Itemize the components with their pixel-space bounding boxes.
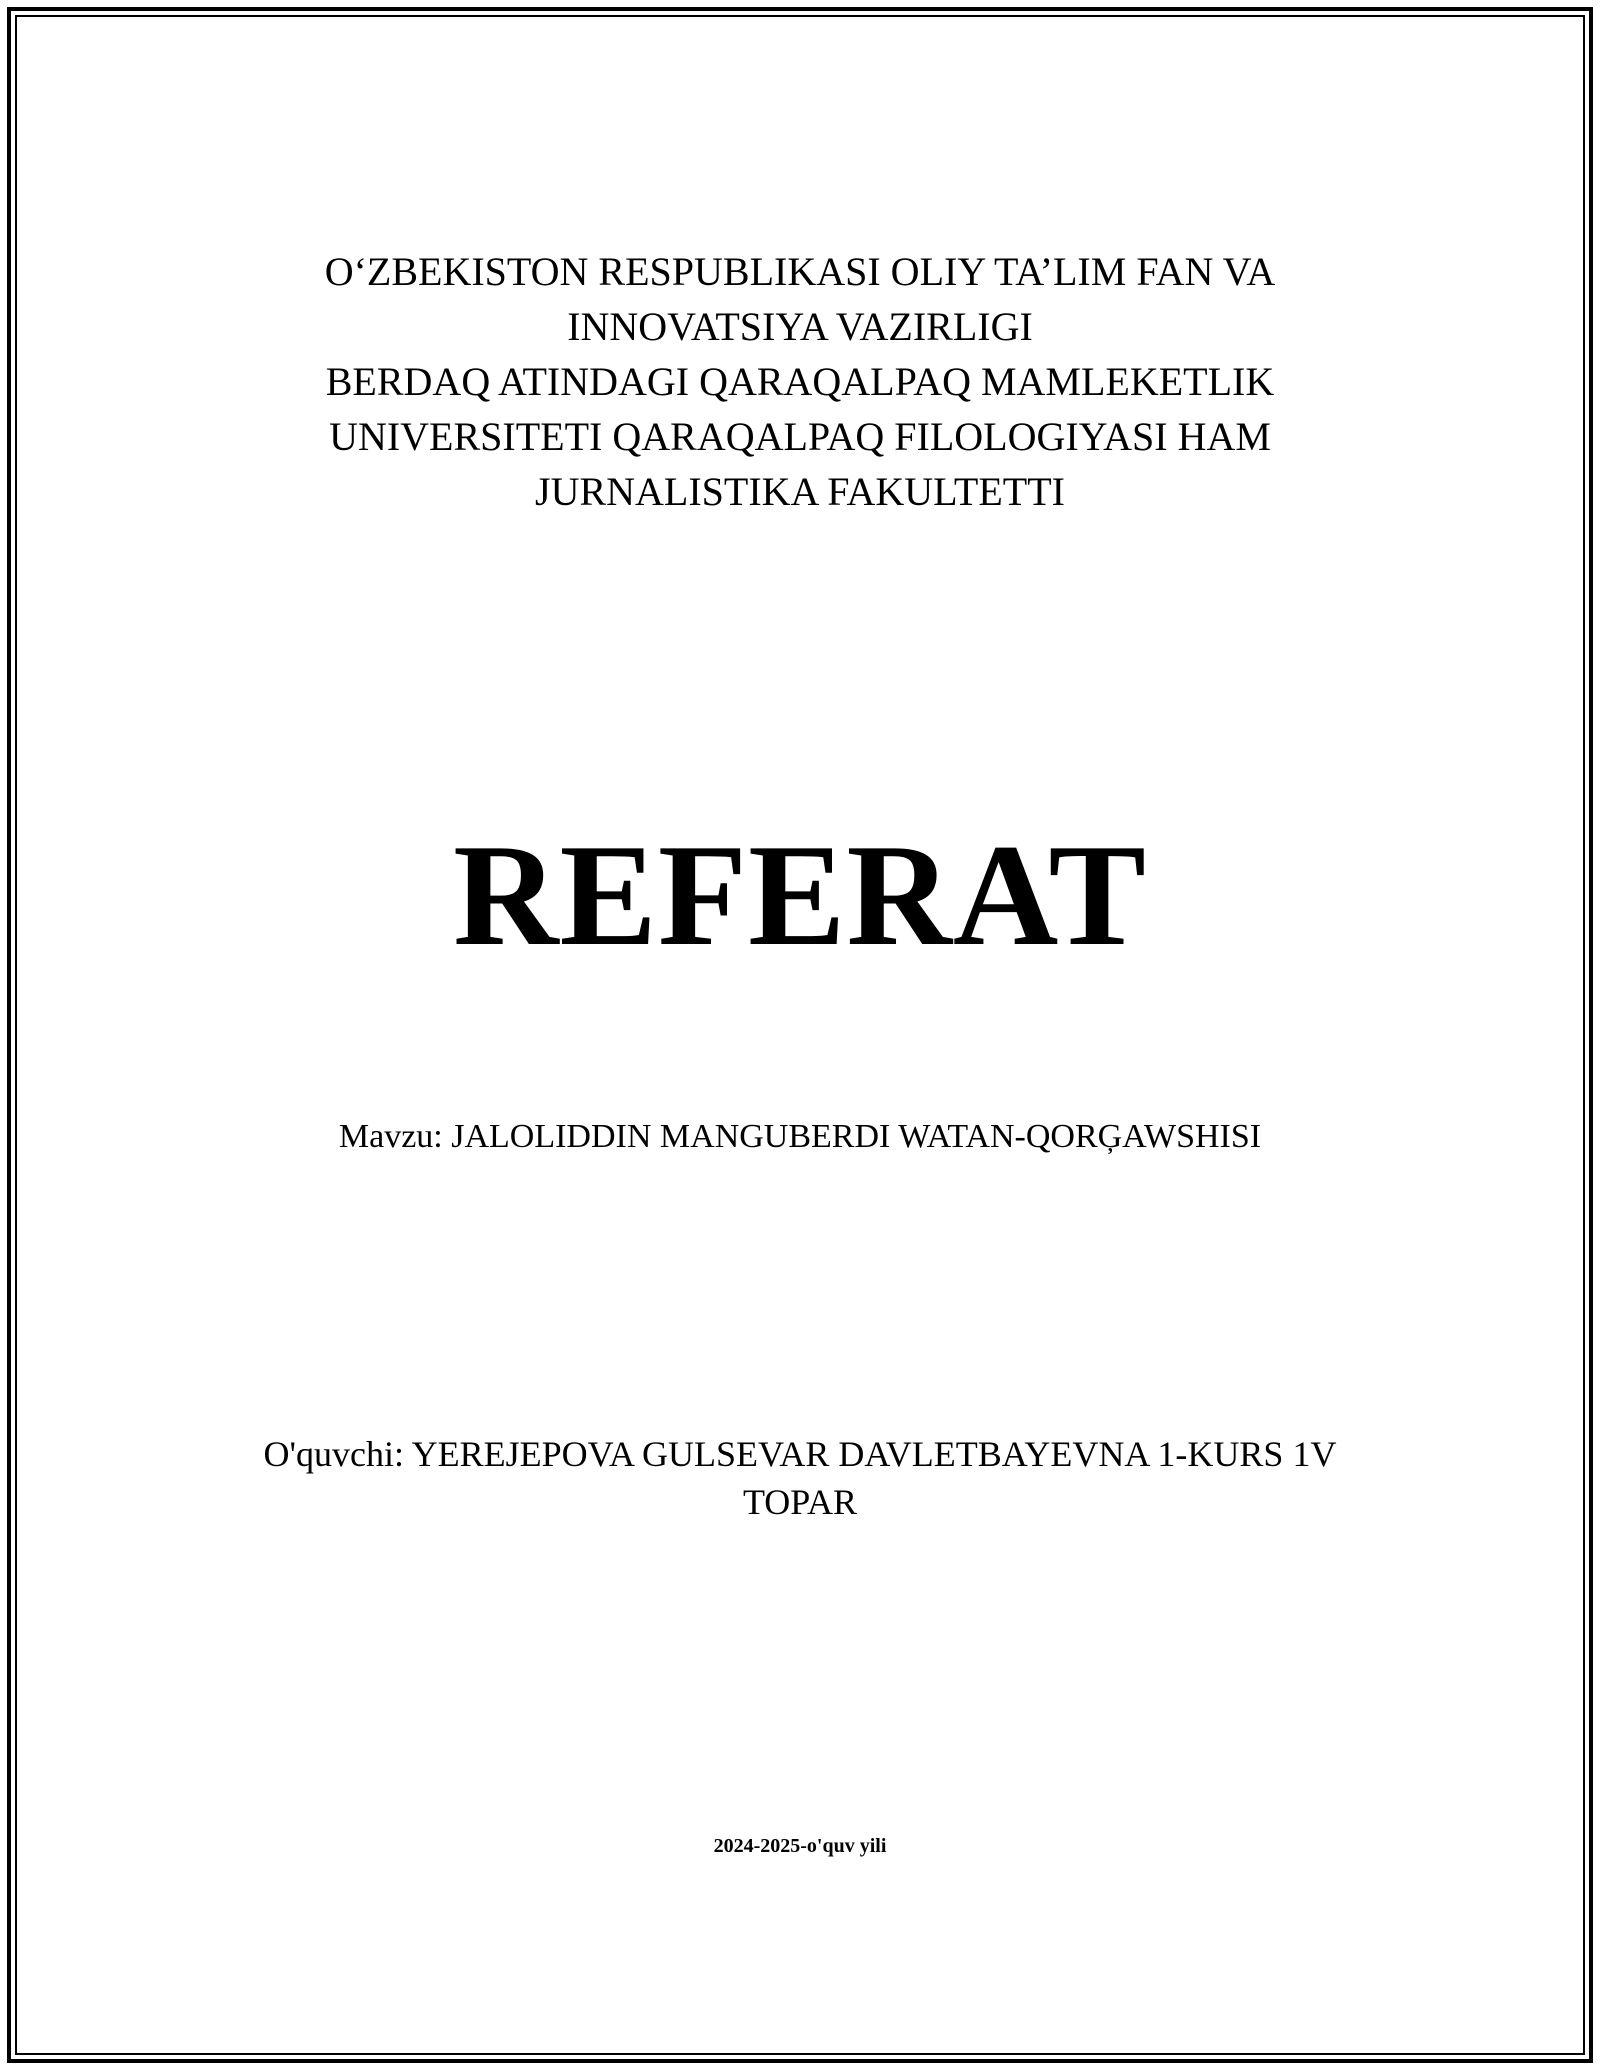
institution-line: O‘ZBEKISTON RESPUBLIKASI OLIY TA’LIM FAN VA xyxy=(324,249,1276,294)
institution-header xyxy=(200,244,1400,519)
academic-year: 2024-2025-o'quv yili xyxy=(713,1835,887,1857)
student-info xyxy=(200,1430,1400,1526)
student-line: TOPAR xyxy=(742,1482,858,1522)
institution-line: BERDAQ ATINDAGI QARAQALPAQ MAMLEKETLIK xyxy=(325,359,1275,404)
student-line: O'quvchi: YEREJEPOVA GULSEVAR DAVLETBAYEVNA 1-KURS 1V xyxy=(263,1434,1337,1474)
topic-line: Mavzu: JALOLIDDIN MANGUBERDI WATAN-QORĢAWSHISI xyxy=(338,1118,1262,1155)
institution-line: INNOVATSIYA VAZIRLIGI xyxy=(567,304,1033,349)
institution-line: JURNALISTIKA FAKULTETTI xyxy=(535,469,1065,514)
institution-line: UNIVERSITETI QARAQALPAQ FILOLOGIYASI HAM xyxy=(329,414,1271,459)
document-title: REFERAT xyxy=(453,814,1147,976)
